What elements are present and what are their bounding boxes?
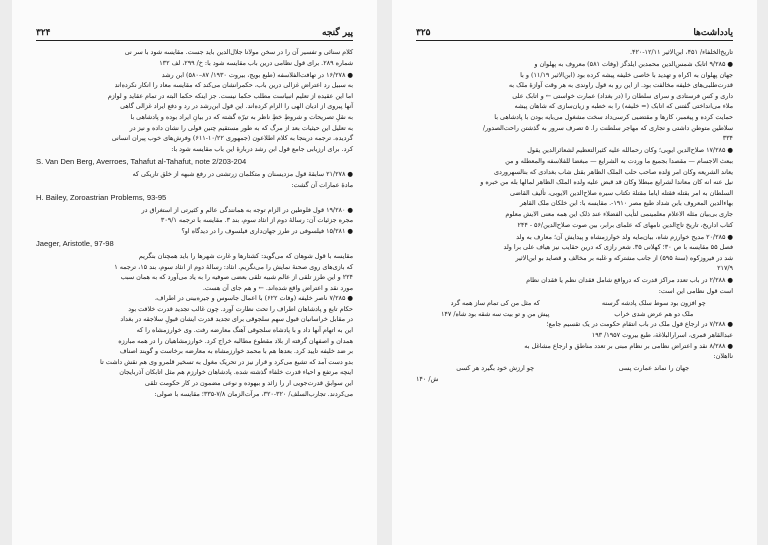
text-line: ببعث الاجسام — مقصدا بجمیع ما وردت به الشرایع — مبغضا للفلاسفه والمعطله و من [505, 156, 733, 165]
text-line: بدو دست آمد که تشیع می‌کرد و قرار نیز در تحریک مغول به تسخیر قلمرو وی هم نقش داشت تا [100, 357, 353, 366]
verse-line [416, 298, 733, 309]
text-line: بهاءالدین المعروف بابن شداد طبع مصر ۱۹۱۰-. مقایسه با: ابن خلکان ملک القاهر [519, 199, 733, 208]
text-line: ● ۷/۲۸۵ ناصر خلیفه (وفات ۶۲۲) با اعمال جاسوس و جیره‌بینی در اطراف، [154, 294, 353, 303]
text-line: به نقلِ تصریحات و شروطِ خطِ ناظر به تیرّه گشته که در بیانِ ایراد بوده و پادشاهی با [130, 113, 353, 122]
text-line: که بازی‌های روی صحنۀ نمایش را می‌نگریم. انئاد: رسالۀ دوم از انئاد سوم، بند ۱۵، ترجمه ۱ [114, 262, 353, 271]
text-line: است قول نظامی این است: [658, 287, 733, 296]
text-line: همدان و اصفهان گرفته از بلاد مقطوع مطالبه خراج کرد. خوارزمشاهیان را در همه مبارزه [118, 336, 353, 345]
text-line: این به اتهام آنها داد و با پادشاه سلجوقی آهنگ معارضه رفت. وی خوارزمشاه را که [136, 326, 353, 335]
text-line: اما این عقیده از تعلیم انبیاست مطلب حکما نیست. جز اینکه حکما البته در تمام عقاید و لوازم [107, 91, 353, 100]
hemistich: چو افزون بود سوط سلک پادشه گرسنه [601, 299, 706, 308]
text-line: کلام سنائی و تفسیر آن را در سخن مولانا جلال‌الدین باید جست. مقایسه شود با سر نی [124, 48, 353, 56]
text-line: آنها پیروی از ادیان الهی را الزام کرده‌اند. این قول ابن‌رشد در رد و دفع ایراد غزالی گاهی [120, 102, 353, 111]
text-line: مادۀ عمارات آن گشت: [291, 180, 353, 189]
paragraph [36, 47, 353, 68]
left-page [12, 0, 377, 545]
text-line: کتاب اداریخ، تاریخ تاج‌الدین نامهای که علمای برابر، بین صوت صلاح‌الدین/۵۶ - ۲۴۴ [517, 220, 733, 229]
text-line: کرد. برای ارزیابی جامع قول ابن رشد دربارۀ این باب مقایسه شود با: [171, 144, 353, 153]
verse-block [416, 363, 733, 374]
text-line: می‌کردند. تجارب‌السلف/ ۳۲۰-۳۲۰، مرآت‌الزمان ۷/۸-۳۳۵؛ مقایسه با صولی: [154, 389, 353, 398]
text-line: ● ۲۰/۲۸۵ مدیح خوارزم شاه، بیان‌مایه ولد خوارزمشاه و پیدایش آن؛ معارف به ولد [516, 232, 733, 241]
text-line: S. Van Den Berg, Averroes, Tahafut al-Tahafut, note 2/203-204 [36, 156, 247, 166]
paragraph [416, 145, 733, 230]
text-line: ۳۳۴ [722, 134, 733, 143]
paragraph [36, 70, 353, 155]
text-line: مجره جزئیات آن: رسالۀ دوم از انئاد سوم، بند ۳. مقایسه با ترجمه ۳۰۹/۱ [160, 216, 353, 225]
hemistich: ملک دو هم عرض شدی خراب [614, 309, 694, 318]
hemistich: پیش من و تو بیت سه شقه بود شاه/ ۱۴۷ [440, 309, 550, 318]
text-line: داری و کس فرستادی و سرای سلطان را (در بغداد) عمارت خواستی ← و اتابک علی [512, 91, 733, 100]
text-line: ۲۱۷/۹ [717, 264, 733, 273]
text-line: H. Bailey, Zoroastrian Problems, 93-95 [36, 192, 167, 202]
text-line: بر ضد خلیفه تایید کرد. بعدها هم با محمد خوارزمشاه به معارضه برخاست و گویند اصناف [119, 347, 353, 356]
right-page-running-title: یادداشت‌ها [693, 28, 733, 38]
verse-line [416, 309, 733, 320]
text-line: فصل ۵۵ مقایسه با ص ۳۰؛ کهلانی ۳۵. شعر رازی که درین حقایب نیز هیاف علی برا ولد [503, 243, 733, 252]
text-line: گردیده. ترجمه درینجا به کلام اطلاعون (جمهوری ۱۰/۲۲-۶۱۱) وفرش‌های خوب پیران انسانی [111, 134, 353, 143]
left-page-number: ۳۲۴ [36, 28, 51, 38]
text-line: شد در فیروزکوه (سنۀ ۵۹۵) از جانب مشترکه و غلبه بر مخالف و قصاید بو ابن‌الاثیر [515, 253, 733, 262]
hemistich: جهان را نماند عمارت پسی [618, 364, 690, 373]
text-line: قدرت‌طلبی‌های خلیفه مخالفت بود. از این رو به قول راوندی به هر وقت آوازۀ ملک به [508, 81, 733, 90]
text-line: ● ۱۷/۲۸۵ صلاح‌الدین ایوبی؛ وکان رحمالله علیه کثیرالتعظیم لشعائرالدین یقول [527, 146, 733, 155]
paragraph [416, 232, 733, 274]
text-line: ۲۲۴ و این طرز تلقی از عالم شبیه تلقی بعضی صوفیه را به یاد می‌آورد که به همان سبب [120, 273, 353, 282]
text-line: نیل عنه انه کان معاندا لشرایع مبطلا وکان قد قبض علیه ولده الملک الظاهر لمالها بله من خبره و [480, 178, 733, 187]
text-line: تاریخ‌الخلفاء/ ۴۵۱، ابن‌الاثیر ۱۲/۱۱-۴۲۰. [630, 48, 733, 56]
text-line: به تعلیل این حیثیات بعد از مرگ که به طور مستقیم چنین قولی را نشان داده و نیز در [129, 123, 353, 132]
right-page [392, 0, 757, 545]
text-line: ● ۸/۲۸۸ نقد و اعتراض نظامی بر نظام مبنی بر تعدد مناطق و ارجاع مشاغل به [524, 341, 733, 350]
paragraph [36, 251, 353, 399]
left-page-header [36, 28, 353, 41]
text-line: Jaeger, Aristotle, 97-98 [36, 238, 114, 248]
paragraph [416, 59, 733, 144]
text-line: السلطان به امر بقتله فقتله ایاما مقتلة تکتاب سیره صلاح‌الدین الایوبی، تألیف القاضی [510, 188, 733, 197]
text-line: حکام تابع و پادشاهان اطراف را تحت نظارت آورد. چون غالب تجدید قدرت خلافت بود [128, 304, 353, 313]
text-line: ش/ ۱۴۰ [416, 374, 439, 383]
text-line: حمایت کرده و پیغمبر، کارها و مقتضیی کرسی‌داد سخت مشغول می‌بایه بودن با پادشاهی با [494, 113, 733, 122]
text-line: مقایسه با قول شوهان که می‌گوید: کشتارها و غارت شهرها را باید همچنان بنگریم [138, 251, 353, 260]
text-line: عبدالقاهر قمری، اسرارالبلاغة، طبع بیروت ۱۹۵۷/ ۱۹۳ [591, 330, 733, 339]
text-line: سلاطین متوطن داشتی و تجاری که مهاجر سلطنت را. ۵ تصرف سرور به گذشتن راحت‌الصدور/ [482, 123, 733, 132]
paragraph [36, 169, 353, 190]
text-line: ● ۲/۲۸۸ در باب تعدد مراکز قدرت که درواقع شامل فقدان نظم یا فقدان نظام [526, 276, 733, 285]
paragraph [36, 156, 353, 167]
text-line: ● ۷/۲۸۸ در ارجاع قول ملک در باب انتقام حکومت در یک تقسیم جامع؛ [546, 320, 733, 329]
right-page-number: ۳۲۵ [416, 28, 431, 38]
paragraph [36, 192, 353, 203]
text-line: به سبیل رد اعتراض غزالی درین باب، حکمرانشان می‌کند که مقایسه معاد را انکار نکرده‌اند [114, 81, 353, 90]
text-line: اینچه مرتفع و احیاء قدرت خلفاء گذشته شده. پادشاهان خوارزم هم مثل اتابکان آذربایجان [119, 368, 353, 377]
text-line: جهان پهلوان به اکراه و تهدید با خاصی خلیفه پیشه کرده بود (ابن‌الاثیر ۱۱/۱۹) و با [520, 70, 733, 79]
text-line: جاری بی‌بیان مثله الاعلام معلمینمی لتأیب الفضلا‌ء عند ذلک این همه معنی الایش معلوم [505, 209, 733, 218]
paragraph [36, 205, 353, 237]
verse-line [416, 363, 733, 374]
left-page-running-title: پیر گنجه [322, 28, 353, 38]
right-page-header [416, 28, 733, 41]
text-line: نااهلان: [713, 352, 733, 361]
text-line: در مقابل خراسانیان قبول سهم سلجوقی برای تجدید قدرت ایشان قبولِ سلاجقه در بغداد [120, 315, 353, 324]
paragraph [36, 238, 353, 249]
text-line: ● ۱۵/۲۸۱ فیلسوفی در طرز جهان‌داری فیلسوف را در دیدگاه او؟ [181, 226, 353, 235]
paragraph [416, 319, 733, 361]
text-line: ● ۲۱/۲۷۸ سابقۀ قول مزدیسنان و متکلمان زرتشتی در رفع شبهه از خلق تاریکی که [132, 169, 353, 178]
text-line: مورد نقد و اعتراض واقع شده‌اند. ← و هم جای آن هست. [202, 283, 353, 292]
text-line: شماره ۲۸۹. برای قول نظامی درین باب مقایسه شود با: خ/ ۲۹۹، لف ۱۳۲ [159, 58, 353, 67]
text-line: این سوابق قدرت‌جویی ار را زائد و بیهوده و نوعی مضمون در کار حکومت تلقی [144, 379, 353, 388]
left-page-body [36, 47, 353, 399]
text-line: ● ۹/۲۸۵ اتابک شمس‌الدین محمدبن ایلدگز (وفات ۵۸۱) معروف به پهلوان و [534, 60, 733, 69]
text-line: ملاء می‌انداختی گفتنی که اتابک (= خلیفه) را به خطبه و زیان‌سازی که شاهان پیشه [514, 102, 733, 111]
paragraph [416, 47, 733, 58]
right-page-body [416, 47, 733, 384]
text-line: ● ۱۶/۲۷۸ در تهافت‌الفلاسفه (طبع بویج، بیروت ۱۹۳۰/ ۸۷–۵۸۰) ابن رشد [161, 70, 353, 79]
hemistich: که مثل من کی تمام ساز همه گرد [450, 299, 540, 308]
verse-block [416, 298, 733, 319]
text-line: یعاند الشریعه وکان امر وَلده صاحب حلب الملک الظاهر بقتل شاب بغدادی که بنالسهروردی [493, 167, 733, 176]
hemistich: چو ارزش خود بگیرد هر کسی [456, 364, 535, 373]
paragraph [416, 275, 733, 296]
text-line: ● ۱۹/۲۸۰ قول فلوطین در الزام توجه به همانندگی عالم و کثیرتی از استغراق در [141, 205, 353, 214]
paragraph [416, 374, 733, 385]
